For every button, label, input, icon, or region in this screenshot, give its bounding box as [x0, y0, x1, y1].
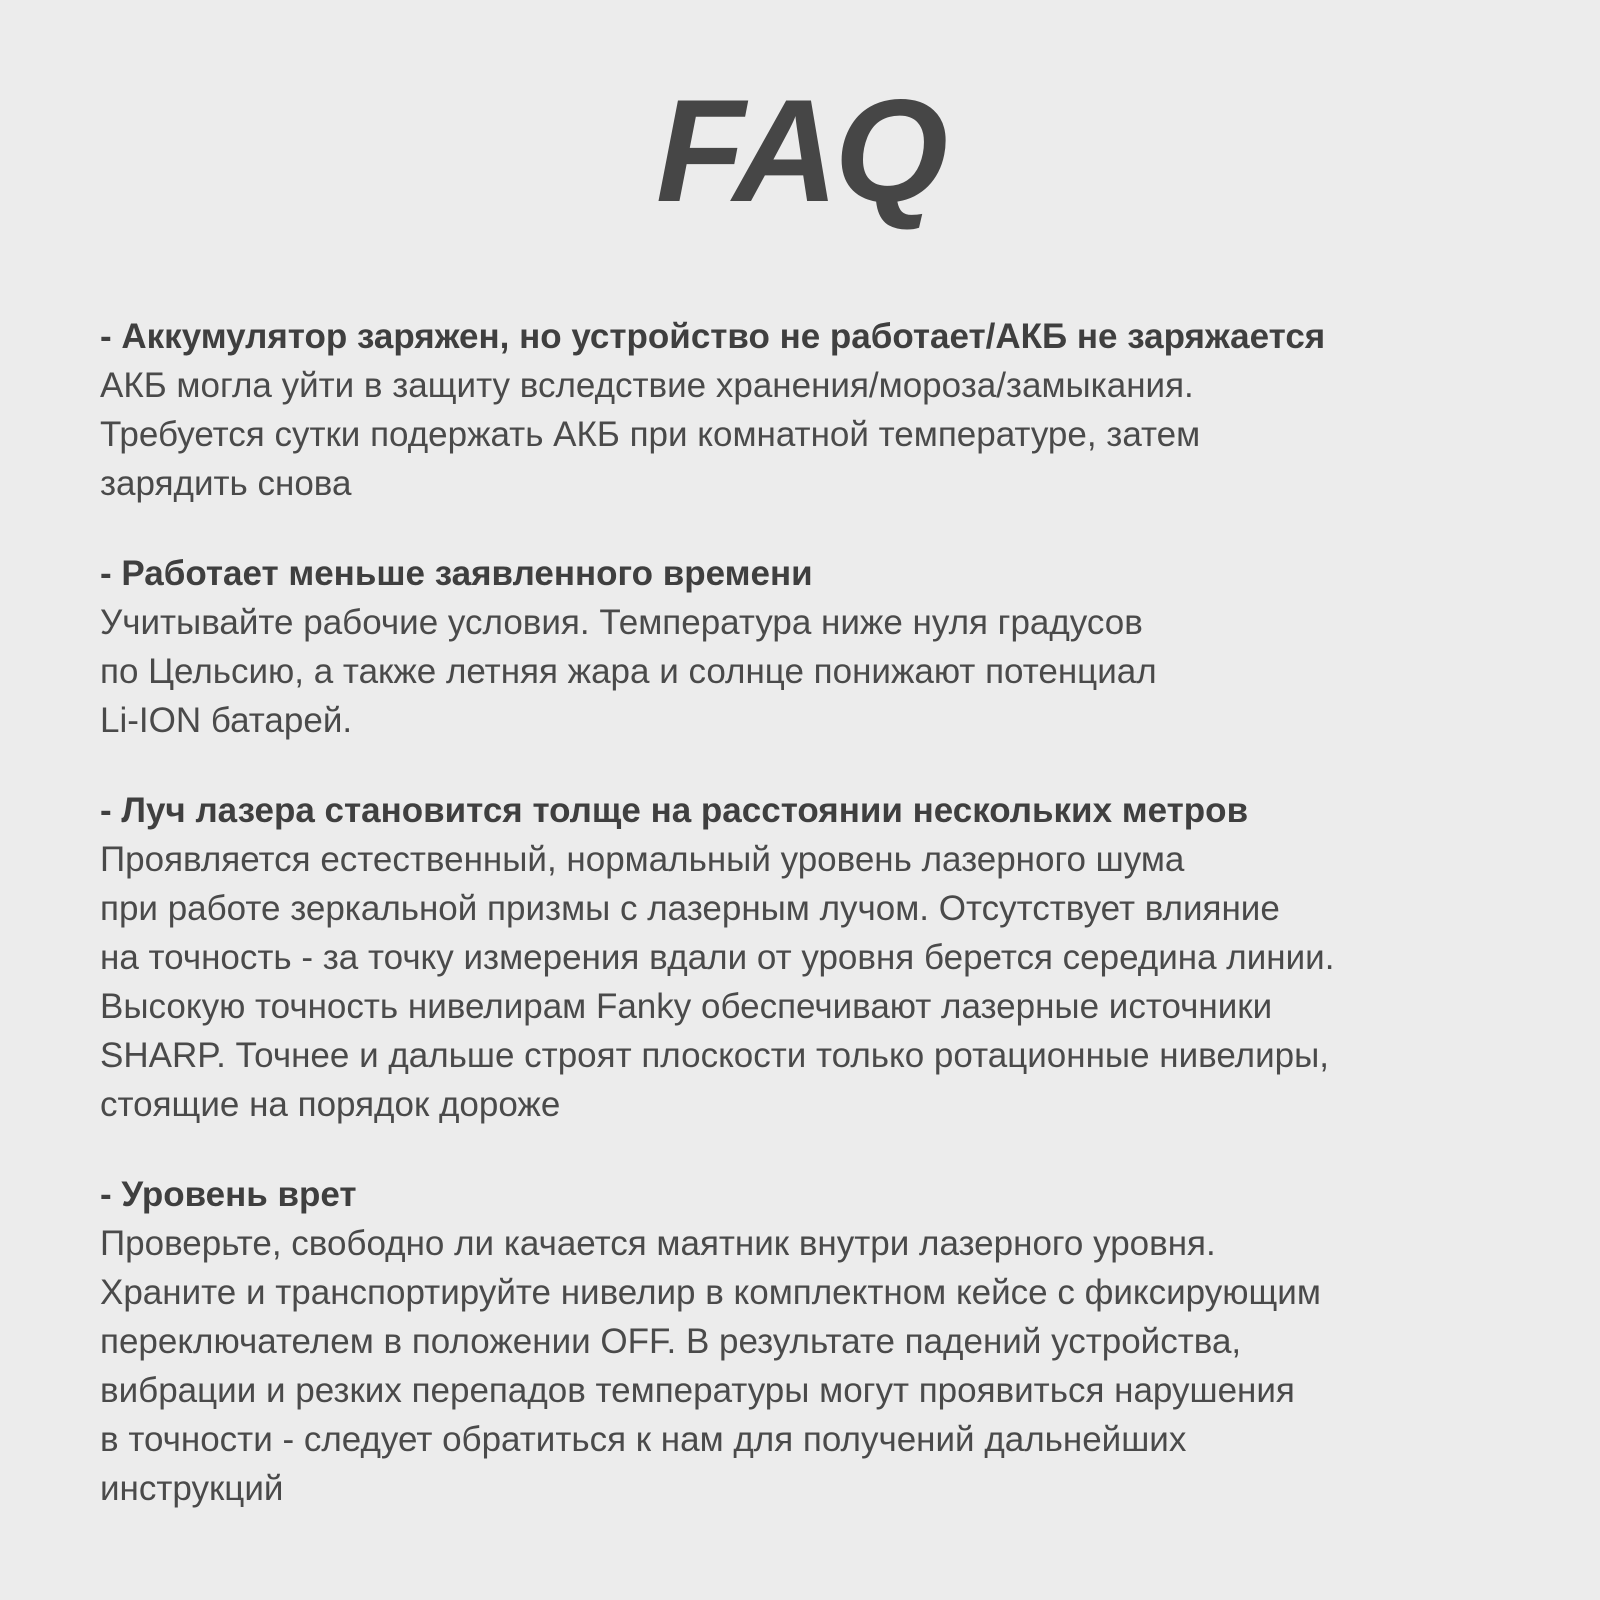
faq-list	[100, 312, 1570, 1554]
faq-question: - Луч лазера становится толще на расстоянии нескольких метров	[100, 791, 1249, 830]
answer-line: по Цельсию, а также летняя жара и солнце понижают потенциал	[100, 652, 1157, 691]
answer-line: Проявляется естественный, нормальный уровень лазерного шума	[100, 840, 1185, 879]
answer-line: в точности - следует обратиться к нам для получений дальнейших	[100, 1420, 1187, 1459]
answer-line: Требуется сутки подержать АКБ при комнатной температуре, затем	[100, 415, 1201, 454]
answer-line: переключателем в положении OFF. В результате падений устройства,	[100, 1322, 1242, 1361]
faq-answer	[100, 598, 1570, 745]
faq-answer	[100, 1219, 1570, 1513]
answer-line: Храните и транспортируйте нивелир в комплектном кейсе с фиксирующим	[100, 1273, 1321, 1312]
faq-item	[100, 312, 1570, 508]
faq-question: - Работает меньше заявленного времени	[100, 554, 813, 593]
answer-line: АКБ могла уйти в защиту вследствие хранения/мороза/замыкания.	[100, 366, 1194, 405]
faq-item	[100, 1170, 1570, 1513]
answer-line: стоящие на порядок дороже	[100, 1085, 561, 1124]
faq-question: - Аккумулятор заряжен, но устройство не работает/АКБ не заряжается	[100, 317, 1326, 356]
answer-line: SHARP. Точнее и дальше строят плоскости только ротационные нивелиры,	[100, 1036, 1329, 1075]
faq-question: - Уровень врет	[100, 1175, 357, 1214]
answer-line: Проверьте, свободно ли качается маятник внутри лазерного уровня.	[100, 1224, 1216, 1263]
answer-line: Высокую точность нивелирам Fanky обеспечивают лазерные источники	[100, 987, 1273, 1026]
page-title: FAQ	[655, 69, 945, 232]
answer-line: при работе зеркальной призмы с лазерным лучом. Отсутствует влияние	[100, 889, 1280, 928]
answer-line: зарядить снова	[100, 464, 352, 503]
answer-line: инструкций	[100, 1469, 284, 1508]
faq-answer	[100, 835, 1570, 1129]
answer-line: Учитывайте рабочие условия. Температура ниже нуля градусов	[100, 603, 1143, 642]
answer-line: вибрации и резких перепадов температуры могут проявиться нарушения	[100, 1371, 1295, 1410]
faq-answer	[100, 361, 1570, 508]
answer-line: Li-ION батарей.	[100, 701, 353, 740]
faq-item	[100, 786, 1570, 1129]
faq-item	[100, 549, 1570, 745]
answer-line: на точность - за точку измерения вдали от уровня берется середина линии.	[100, 938, 1335, 977]
